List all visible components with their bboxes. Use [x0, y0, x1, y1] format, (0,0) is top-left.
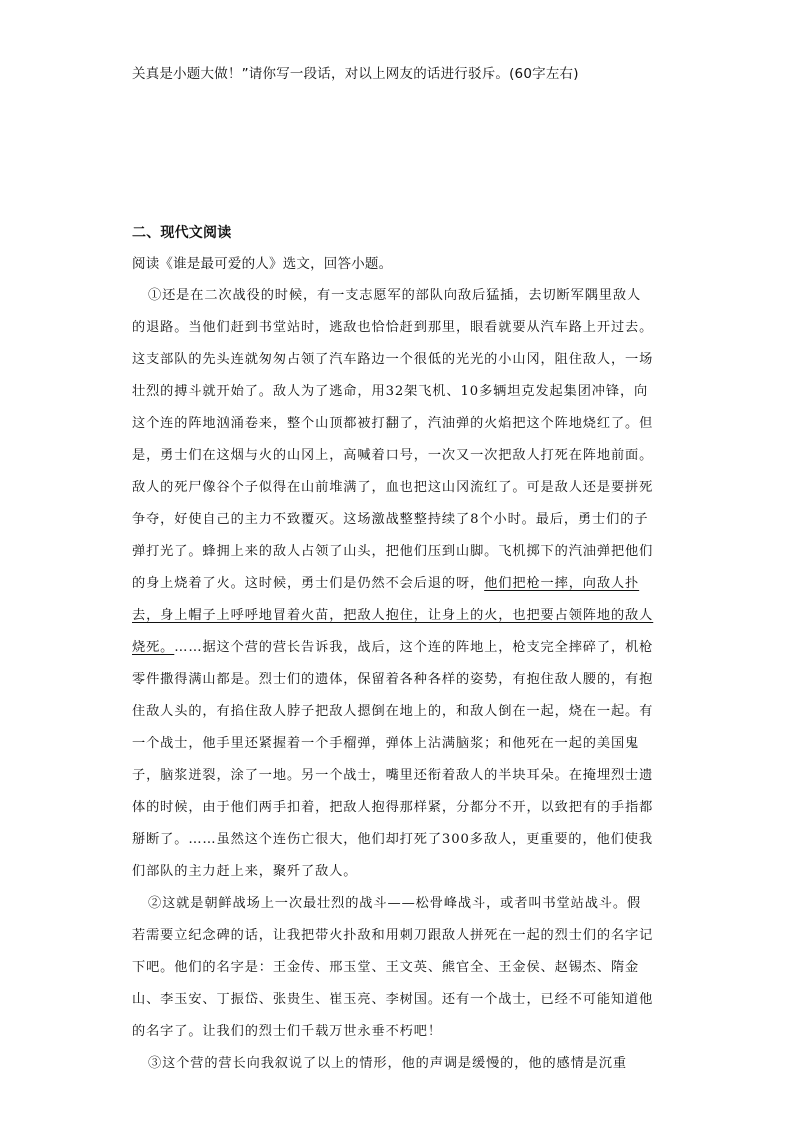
underlined-sentence: 烧死。 [132, 640, 175, 655]
passage-line: 这支部队的先头连就匆匆占领了汽车路边一个很低的光光的小山冈，阻住敌人，一场 [132, 352, 654, 367]
passage-line: 的名字了。让我们的烈士们千载万世永垂不朽吧！ [132, 1024, 442, 1039]
passage-line: 争夺，好使自己的主力不致覆灭。这场激战整整持续了8个小时。最后，勇士们的子 [132, 512, 649, 527]
passage-line: 住敌人头的，有掐住敌人脖子把敌人摁倒在地上的，和敌人倒在一起，烧在一起。有 [132, 704, 654, 719]
passage-line: 是，勇士们在这烟与火的山冈上，高喊着口号，一次又一次把敌人打死在阵地前面。 [132, 448, 654, 463]
passage-line: 们部队的主力赶上来，聚歼了敌人。 [132, 864, 358, 879]
passage-line: 零件撒得满山都是。烈士们的遗体，保留着各种各样的姿势，有抱住敌人腰的，有抱 [132, 672, 654, 687]
passage-line: ①还是在二次战役的时候，有一支志愿军的部队向敌后猛插，去切断军隅里敌人 [148, 288, 642, 303]
passage-line: 烧死。……据这个营的营长告诉我，战后，这个连的阵地上，枪支完全摔碎了，机枪 [132, 640, 654, 655]
passage-line: 体的时候，由于他们两手扣着，把敌人抱得那样紧，分都分不开，以致把有的手指都 [132, 800, 654, 815]
passage-line: 这个连的阵地汹涌卷来，整个山顶都被打翻了，汽油弹的火焰把这个阵地烧红了。但 [132, 416, 654, 431]
passage-line: 掰断了。……虽然这个连伤亡很大，他们却打死了300多敌人，更重要的，他们使我 [132, 832, 653, 847]
underlined-sentence: 他们把枪一摔，向敌人扑 [484, 576, 640, 591]
passage-line: 一个战士，他手里还紧握着一个手榴弹，弹体上沾满脑浆；和他死在一起的美国鬼 [132, 736, 640, 751]
passage-line: 弹打光了。蜂拥上来的敌人占领了山头，把他们压到山脚。飞机掷下的汽油弹把他们 [132, 544, 654, 559]
passage-line: 敌人的死尸像谷个子似得在山前堆满了，血也把这山冈流红了。可是敌人还是要拼死 [132, 480, 654, 495]
passage-line: 下吧。他们的名字是：王金传、邢玉堂、王文英、熊官全、王金侯、赵锡杰、隋金 [132, 960, 640, 975]
passage-line: 山、李玉安、丁振岱、张贵生、崔玉亮、李树国。还有一个战士，已经不可能知道他 [132, 992, 654, 1007]
section-title: 二、现代文阅读 [132, 225, 232, 241]
reading-instruction: 阅读《谁是最可爱的人》选文，回答小题。 [132, 256, 393, 272]
passage-line: 的退路。当他们赶到书堂站时，逃敌也恰恰赶到那里，眼看就要从汽车路上开过去。 [132, 320, 654, 335]
passage-line: ③这个营的营长向我叙说了以上的情形，他的声调是缓慢的，他的感情是沉重 [148, 1056, 627, 1071]
passage-line: 的身上烧着了火。这时候，勇士们是仍然不会后退的呀，他们把枪一摔，向敌人扑 [132, 576, 640, 591]
passage-line: 子，脑浆迸裂，涂了一地。另一个战士，嘴里还衔着敌人的半块耳朵。在掩埋烈士遗 [132, 768, 654, 783]
passage-line: 壮烈的搏斗就开始了。敌人为了逃命，用32架飞机、10多辆坦克发起集团冲锋，向 [132, 384, 649, 399]
question-tail: 关真是小题大做！”请你写一段话，对以上网友的话进行驳斥。(60字左右) [132, 66, 579, 82]
passage-line: ②这就是朝鲜战场上一次最壮烈的战斗——松骨峰战斗，或者叫书堂站战斗。假 [148, 896, 642, 911]
passage-line: 若需要立纪念碑的话，让我把带火扑敌和用刺刀跟敌人拼死在一起的烈士们的名字记 [132, 928, 654, 943]
underlined-sentence: 去，身上帽子上呼呼地冒着火苗，把敌人抱住，让身上的火，也把要占领阵地的敌人 [132, 608, 654, 623]
